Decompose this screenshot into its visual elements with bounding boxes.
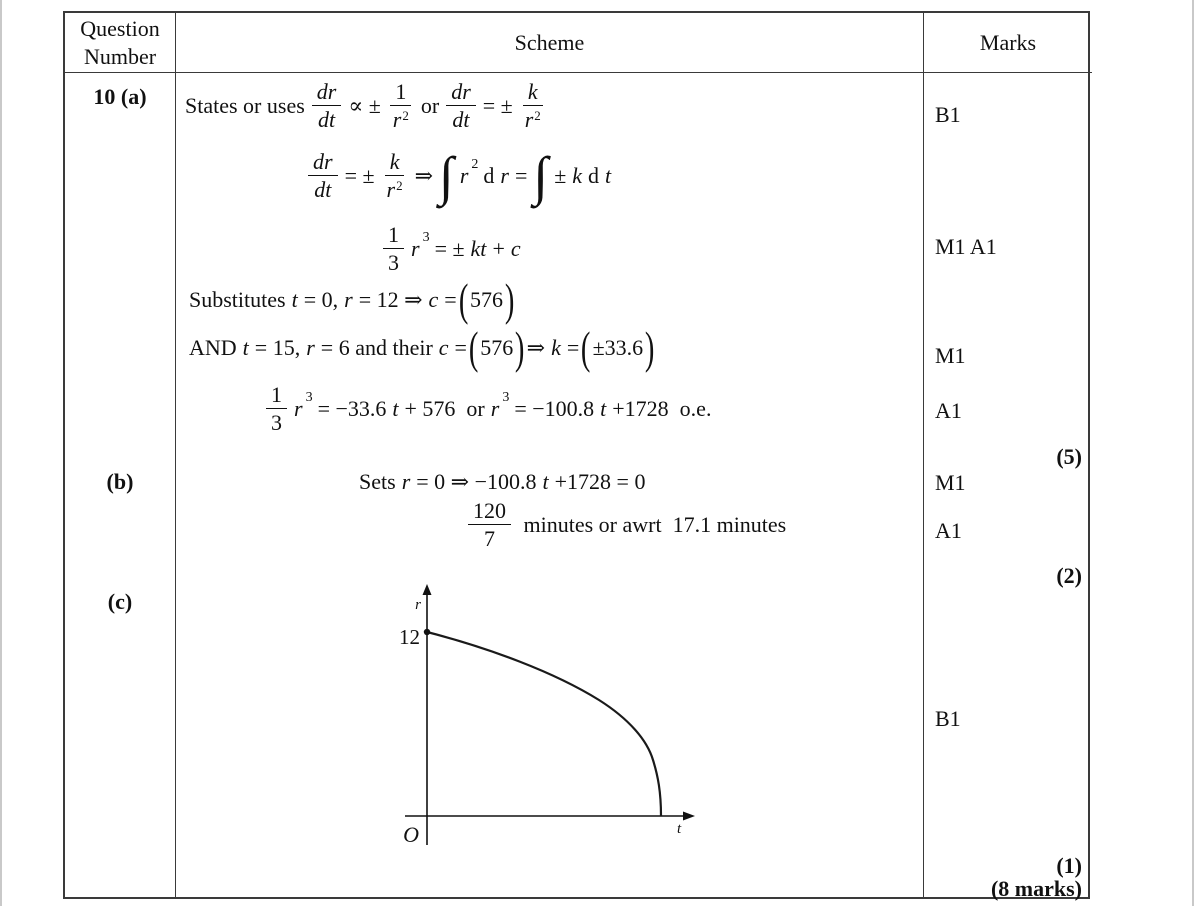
math-variable: t — [605, 162, 612, 188]
math-text: 576 — [470, 287, 504, 313]
line-a2 — [304, 145, 614, 206]
mark-b1: B1 — [935, 102, 961, 127]
math-text: ⇒ — [414, 162, 434, 188]
math-text: = 15, — [254, 335, 301, 361]
math-text: = ± — [434, 235, 465, 261]
fraction-numerator — [523, 80, 543, 106]
fraction-denominator-text: r — [392, 107, 402, 133]
big-parenthesis: ( — [581, 322, 591, 373]
math-text: ± — [554, 162, 567, 188]
math-text: Substitutes — [189, 287, 286, 313]
question-number-cell — [65, 73, 176, 897]
integral-sign-icon: ∫ — [439, 145, 454, 206]
mark-m1-a1: M1 A1 — [935, 234, 997, 259]
math-variable: r — [459, 162, 469, 188]
fraction — [382, 150, 408, 201]
math-variable: t — [291, 287, 298, 313]
mark-a1: A1 — [935, 398, 962, 423]
fraction — [388, 80, 414, 131]
math-text: = — [444, 287, 457, 313]
math-exponent: 3 — [502, 389, 510, 405]
fraction-numerator-text: 1 — [271, 382, 282, 407]
math-variable: r — [344, 287, 353, 313]
fraction-denominator — [520, 106, 546, 131]
math-exponent: 3 — [422, 229, 430, 245]
math-text: = 0 ⇒ −100.8 — [416, 469, 537, 494]
math-variable: r — [500, 162, 509, 188]
fraction-denominator-text: dt — [452, 107, 470, 133]
math-text: + 576 or — [404, 395, 485, 421]
line-a1 — [182, 80, 550, 131]
x-axis-arrow-icon — [683, 812, 695, 821]
fraction-numerator — [390, 80, 411, 106]
mark-b1: B1 — [935, 706, 961, 731]
fraction-denominator — [479, 525, 500, 550]
math-exponent: 3 — [305, 389, 313, 405]
y-tick-12: 12 — [399, 625, 420, 649]
fraction-denominator-text: 3 — [388, 250, 399, 276]
math-variable: c — [428, 287, 439, 313]
fraction-numerator — [308, 150, 338, 176]
fraction — [266, 383, 287, 434]
question-label-b: (b) — [106, 469, 134, 494]
math-text: ⇒ — [526, 335, 546, 361]
math-text: + — [492, 235, 505, 261]
header-question-number — [65, 13, 176, 73]
math-text: or — [420, 92, 440, 118]
fraction-numerator-text: k — [389, 149, 400, 174]
question-label-10-a: 10 (a) — [93, 84, 147, 109]
fraction-numerator-text: dr — [316, 79, 337, 104]
mark-1: (1) — [1056, 853, 1082, 878]
line-a5 — [186, 322, 655, 373]
fraction-denominator — [383, 249, 404, 274]
line-a3 — [379, 223, 524, 274]
line-b2 — [464, 499, 789, 550]
math-text: 576 — [480, 335, 514, 361]
fraction-numerator — [312, 80, 342, 106]
mark-scheme-table — [63, 11, 1090, 899]
scheme-cell — [176, 73, 924, 897]
big-parenthesis: ) — [504, 274, 515, 325]
line-a4 — [186, 274, 515, 325]
decay-curve — [427, 632, 661, 816]
fraction-denominator — [266, 409, 287, 434]
fraction-numerator — [266, 383, 287, 409]
fraction-denominator — [309, 176, 336, 201]
math-text: AND — [189, 335, 237, 361]
fraction-numerator — [383, 223, 404, 249]
header-scheme — [176, 13, 924, 73]
mark-2: (2) — [1056, 563, 1082, 588]
fraction — [383, 223, 404, 274]
math-variable: t — [242, 335, 249, 361]
math-text: = — [514, 162, 528, 188]
fraction-numerator — [468, 499, 511, 525]
math-text: +1728 o.e. — [612, 395, 712, 421]
header-question-number-label: Question Number — [80, 16, 160, 69]
line-b1 — [356, 469, 648, 495]
fraction-denominator-text: 7 — [484, 526, 495, 552]
big-parenthesis: ( — [468, 322, 479, 373]
start-point-dot — [424, 629, 430, 635]
math-variable: r — [306, 335, 315, 361]
math-text: = — [454, 335, 467, 361]
fraction — [446, 80, 476, 131]
fraction-denominator-text: r — [524, 107, 534, 133]
math-text: ±33.6 — [592, 335, 644, 361]
fraction — [308, 150, 338, 201]
mark-5: (5) — [1056, 444, 1082, 469]
math-text: Sets — [359, 469, 396, 494]
fraction-denominator-exponent: 2 — [402, 108, 409, 124]
fraction-denominator-exponent: 2 — [396, 178, 403, 194]
fraction — [520, 80, 546, 131]
mark-8-marks: (8 marks) — [990, 876, 1082, 901]
fraction-denominator-exponent: 2 — [534, 108, 541, 124]
fraction-numerator-text: 1 — [388, 222, 399, 247]
line-a6 — [262, 383, 714, 434]
fraction — [312, 80, 342, 131]
math-variable: t — [392, 395, 399, 421]
question-label-c: (c) — [107, 589, 133, 614]
math-variable: r — [490, 395, 500, 421]
math-variable: c — [438, 335, 449, 361]
marks-cell — [924, 73, 1092, 901]
header-marks — [924, 13, 1092, 73]
big-parenthesis: ) — [515, 322, 525, 373]
fraction-denominator — [313, 106, 340, 131]
fraction-denominator-text: r — [386, 177, 396, 203]
math-text: d — [588, 162, 600, 188]
math-text: ∝ ± — [348, 92, 381, 118]
math-text: d — [483, 162, 495, 188]
math-variable: r — [411, 235, 420, 261]
math-variable: r — [294, 395, 303, 421]
fraction-numerator-text: 120 — [473, 498, 506, 523]
fraction-numerator-text: dr — [313, 149, 333, 174]
integral-sign-icon: ∫ — [533, 145, 549, 206]
fraction-numerator-text: k — [527, 79, 538, 104]
math-text: = ± — [344, 162, 375, 188]
math-text: = ± — [482, 92, 513, 118]
math-text: = −33.6 — [317, 395, 387, 421]
fraction-numerator-text: 1 — [395, 79, 407, 104]
mark-m1: M1 — [935, 470, 966, 495]
mark-a1: A1 — [935, 518, 962, 543]
fraction-numerator — [385, 150, 405, 176]
part-c-sketch-graph — [389, 582, 704, 857]
fraction — [468, 499, 511, 550]
math-variable: k — [572, 162, 583, 188]
math-variable: t — [600, 395, 607, 421]
math-text: +1728 = 0 — [554, 469, 646, 494]
math-text: = 6 and their — [320, 335, 433, 361]
math-variable: r — [401, 469, 411, 494]
fraction-denominator — [382, 176, 408, 201]
math-text: = — [566, 335, 580, 361]
header-marks-label: Marks — [979, 29, 1037, 55]
header-scheme-label: Scheme — [514, 29, 585, 55]
math-variable: kt — [470, 235, 487, 261]
fraction-denominator-text: dt — [314, 177, 332, 203]
mark-m1: M1 — [935, 343, 966, 368]
math-variable: t — [542, 469, 549, 494]
math-exponent: 2 — [471, 156, 479, 172]
math-variable: c — [510, 235, 521, 261]
fraction-denominator-text: 3 — [271, 410, 282, 436]
fraction-denominator — [447, 106, 474, 131]
fraction-numerator — [446, 80, 476, 106]
y-axis-arrow-icon — [423, 584, 432, 595]
y-axis-label: r — [415, 597, 421, 613]
x-axis-label: t — [677, 821, 682, 837]
math-text: = 0, — [303, 287, 339, 313]
math-text: minutes or awrt 17.1 minutes — [518, 511, 787, 537]
big-parenthesis: ) — [645, 322, 655, 373]
fraction-denominator — [388, 106, 414, 131]
math-variable: k — [551, 335, 561, 361]
fraction-numerator-text: dr — [451, 79, 471, 104]
origin-label: O — [403, 822, 419, 847]
math-text: = 12 ⇒ — [358, 287, 423, 313]
math-text: = −100.8 — [514, 395, 595, 421]
big-parenthesis: ( — [458, 274, 469, 325]
fraction-denominator-text: dt — [317, 107, 336, 133]
math-text: States or uses — [185, 92, 305, 118]
